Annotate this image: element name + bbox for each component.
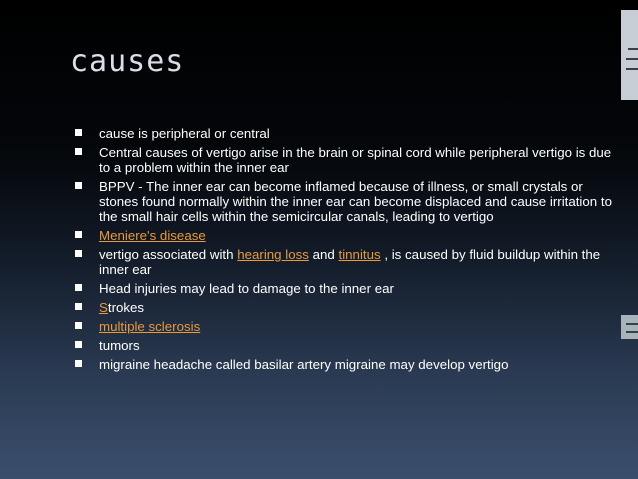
list-item-text-prefix: vertigo associated with [99,247,238,262]
square-bullet-icon [75,341,82,348]
square-bullet-icon [75,322,82,329]
square-bullet-icon [75,360,82,367]
tinnitus-link[interactable]: tinnitus [338,247,381,262]
list-item-menieres [75,228,615,243]
square-bullet-icon [75,231,82,238]
list-item-text: Head injuries may lead to damage to the inner ear [99,281,394,296]
list-item-text-middle: and [308,247,339,262]
list-item-head-injuries [75,281,615,296]
list-item-strokes [75,300,615,315]
list-item-multiple-sclerosis [75,319,615,334]
list-item-central-causes [75,145,615,175]
square-bullet-icon [75,129,82,136]
list-item-hearing-loss [75,247,615,277]
list-item-text: BPPV - The inner ear can become inflamed because of illness, or small crystals or stones found normally within the inner ear can become displaced and cause irritation to the small hair cells within the semicircular canals, leading to vertigo [99,179,612,224]
list-item-peripheral-central [75,126,615,141]
strokes-link[interactable]: S [99,300,108,315]
bullet-list [75,126,615,376]
list-item-text: trokes [107,300,145,315]
list-item-text: Central causes of vertigo arise in the brain or spinal cord while peripheral vertigo is due to a problem within the inner ear [99,145,612,175]
list-item-tumors [75,338,615,353]
square-bullet-icon [75,148,82,155]
decorative-bar-top [621,10,638,100]
square-bullet-icon [75,284,82,291]
square-bullet-icon [75,303,82,310]
menieres-disease-link[interactable]: Meniere's disease [99,228,206,243]
list-item-bppv [75,179,615,224]
list-item-text-suffix: , is caused by fluid buildup within the inner ear [99,247,601,277]
square-bullet-icon [75,182,82,189]
list-item-text: tumors [99,338,140,353]
list-item-migraine [75,357,615,372]
list-item-text: cause is peripheral or central [99,126,270,141]
multiple-sclerosis-link[interactable]: multiple sclerosis [99,319,201,334]
decorative-bar-middle [621,315,638,339]
slide-title: causes [70,44,185,79]
square-bullet-icon [75,250,82,257]
hearing-loss-link[interactable]: hearing loss [237,247,309,262]
list-item-text: migraine headache called basilar artery migraine may develop vertigo [99,357,509,372]
